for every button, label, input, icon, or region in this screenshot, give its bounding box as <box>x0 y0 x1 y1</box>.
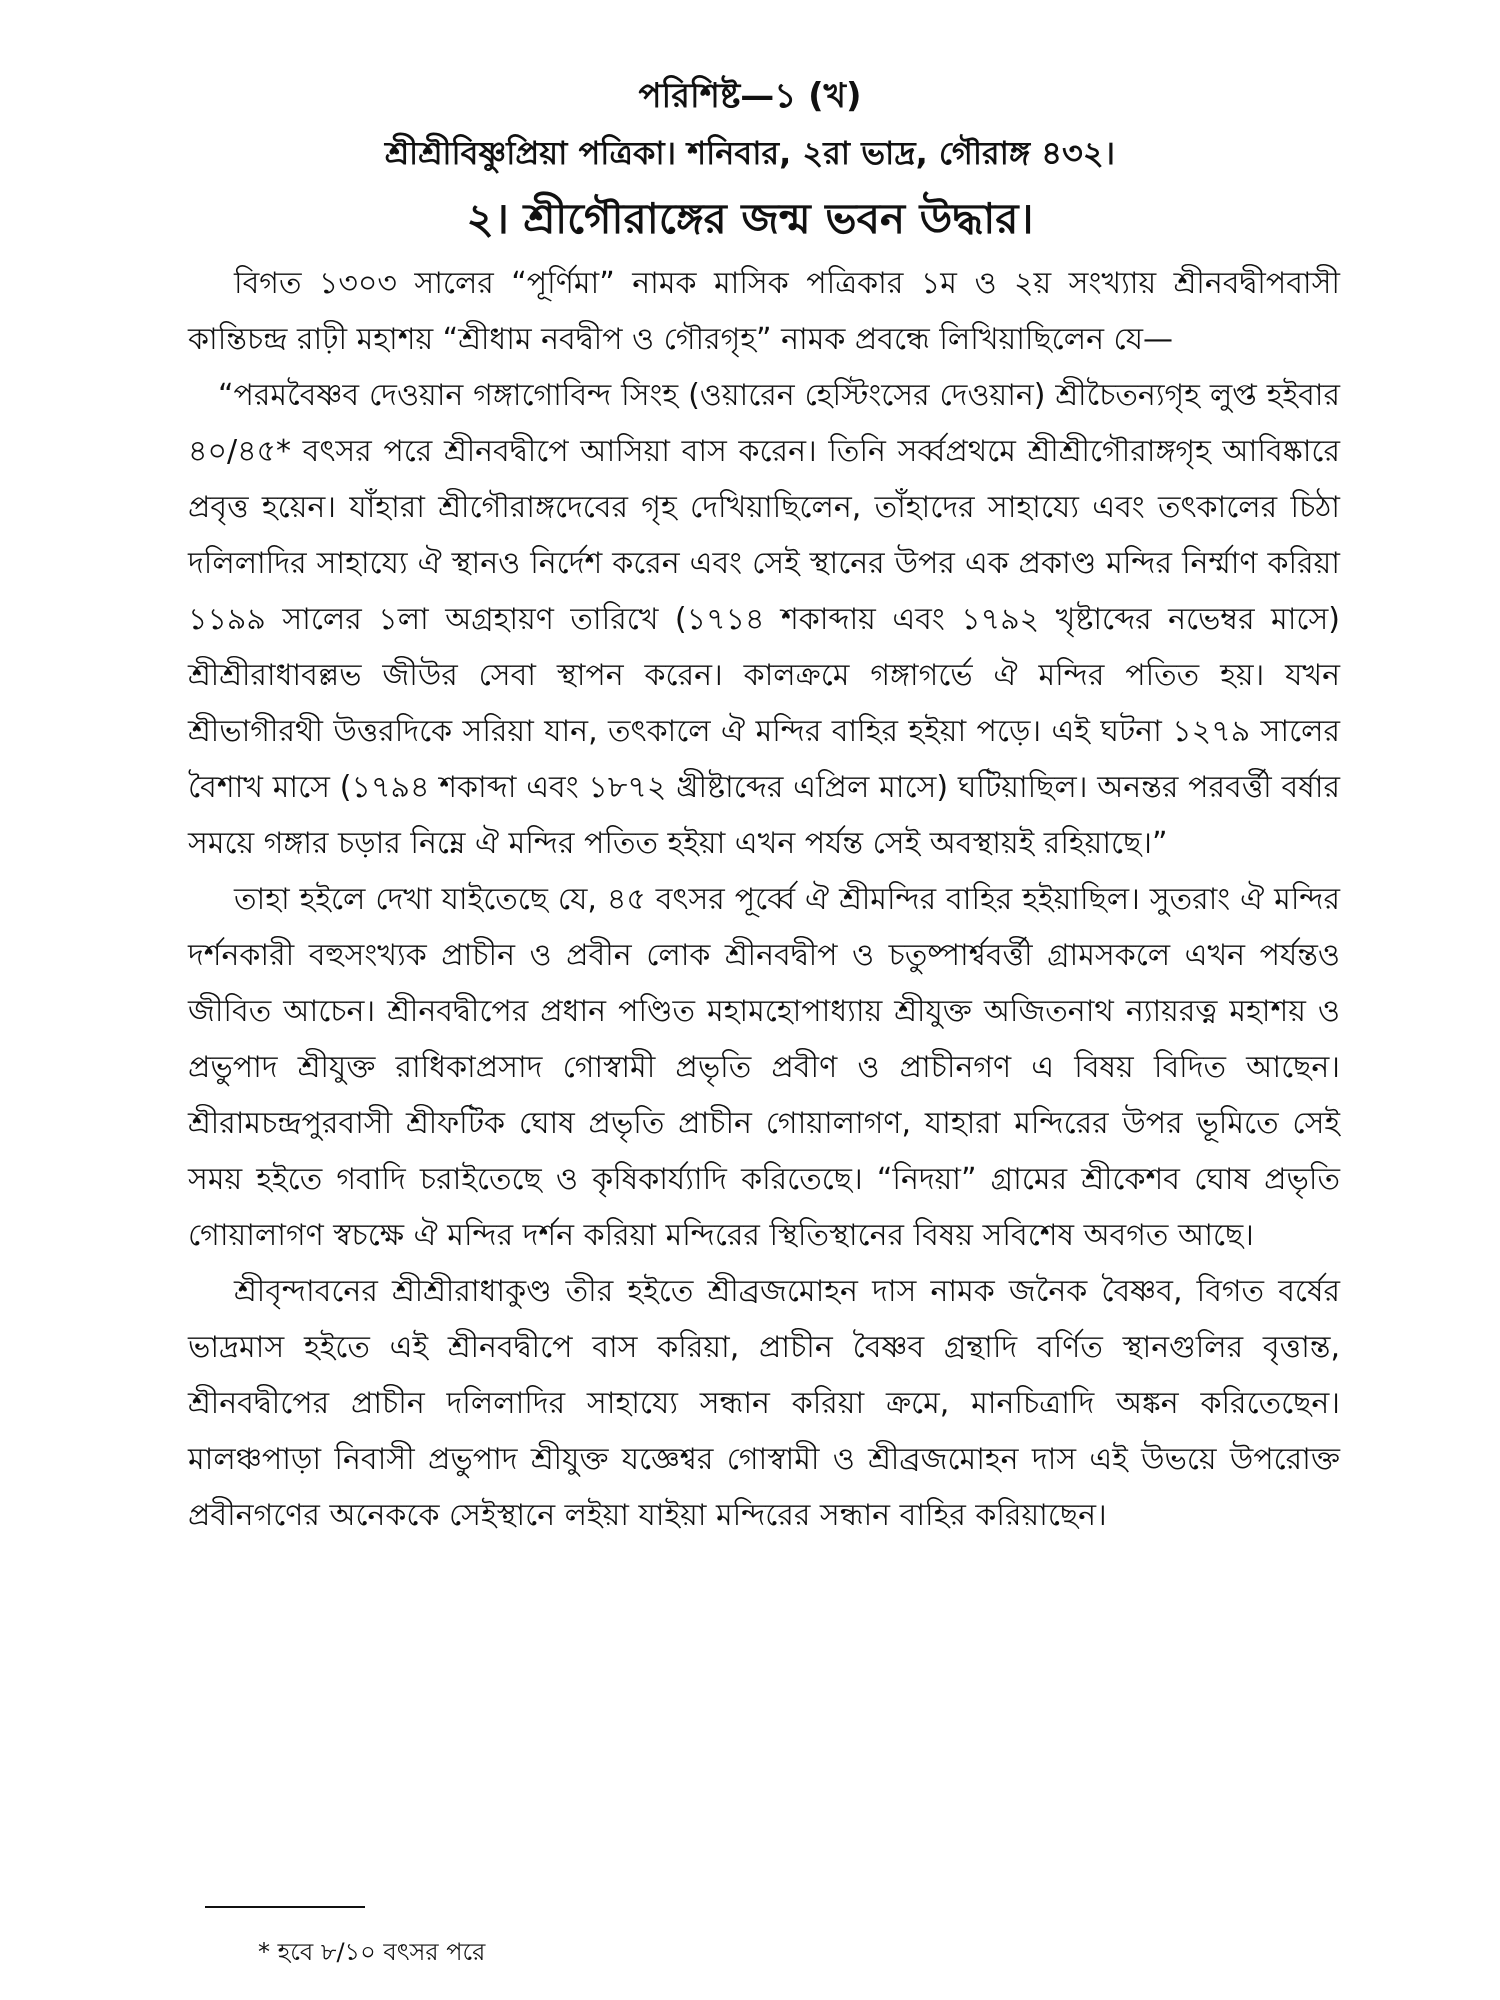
footnote: * হবে ৮/১০ বৎসর পরে <box>258 1938 486 1966</box>
article-body <box>188 256 1340 1544</box>
footnote-divider <box>205 1906 365 1908</box>
paragraph-research: শ্রীবৃন্দাবনের শ্রীশ্রীরাধাকুণ্ড তীর হইতে শ্রীব্রজমোহন দাস নামক জনৈক বৈষ্ণব, বিগত বর্ষের ভাদ্রমাস হইতে এই শ্রীনবদ্বীপে বাস করিয়া, প্রাচীন বৈষ্ণব গ্রন্থাদি বর্ণিত স্থানগুলির বৃত্তান্ত, শ্রীনবদ্বীপের প্রাচীন দলিলাদির সাহায্যে সন্ধান করিয়া ক্রমে, মানচিত্রাদি অঙ্কন করিতেছেন। মালঞ্চপাড়া নিবাসী প্রভুপাদ শ্রীযুক্ত যজ্ঞেশ্বর গোস্বামী ও শ্রীব্রজমোহন দাস এই উভয়ে উপরোক্ত প্রবীনগণের অনেককে সেইস্থানে লইয়া যাইয়া মন্দিরের সন্ধান বাহির করিয়াছেন। <box>188 1274 1340 1533</box>
paragraph-intro: বিগত ১৩০৩ সালের “পূর্ণিমা” নামক মাসিক পত্রিকার ১ম ও ২য় সংখ্যায় শ্রীনবদ্বীপবাসী কান্তিচন্দ্র রাঢ়ী মহাশয় “শ্রীধাম নবদ্বীপ ও গৌরগৃহ” নামক প্রবন্ধে লিখিয়াছিলেন যে— <box>188 266 1340 357</box>
paragraph-quote: “পরমবৈষ্ণব দেওয়ান গঙ্গাগোবিন্দ সিংহ (ওয়ারেন হেস্টিংসের দেওয়ান) শ্রীচৈতন্যগৃহ লুপ্ত হইবার ৪০/৪৫* বৎসর পরে শ্রীনবদ্বীপে আসিয়া বাস করেন। তিনি সর্ব্বপ্রথমে শ্রীশ্রীগৌরাঙ্গগৃহ আবিষ্কারে প্রবৃত্ত হয়েন। যাঁহারা শ্রীগৌরাঙ্গদেবের গৃহ দেখিয়াছিলেন, তাঁহাদের সাহায্যে এবং তৎকালের চিঠা দলিলাদির সাহায্যে ঐ স্থানও নির্দেশ করেন এবং সেই স্থানের উপর এক প্রকাণ্ড মন্দির নির্ম্মাণ করিয়া ১১৯৯ সালের ১লা অগ্রহায়ণ তারিখে (১৭১৪ শকাব্দায় এবং ১৭৯২ খৃষ্টাব্দের নভেম্বর মাসে) শ্রীশ্রীরাধাবল্লভ জীউর সেবা স্থাপন করেন। কালক্রমে গঙ্গাগর্ভে ঐ মন্দির পতিত হয়। যখন শ্রীভাগীরথী উত্তরদিকে সরিয়া যান, তৎকালে ঐ মন্দির বাহির হইয়া পড়ে। এই ঘটনা ১২৭৯ সালের বৈশাখ মাসে (১৭৯৪ শকাব্দা এবং ১৮৭২ খ্রীষ্টাব্দের এপ্রিল মাসে) ঘটিয়াছিল। অনন্তর পরবর্ত্তী বর্ষার সময়ে গঙ্গার চড়ার নিম্নে ঐ মন্দির পতিত হইয়া এখন পর্যন্ত সেই অবস্থায়ই রহিয়াছে।” <box>188 378 1340 861</box>
paragraph-witnesses: তাহা হইলে দেখা যাইতেছে যে, ৪৫ বৎসর পূর্ব্বে ঐ শ্রীমন্দির বাহির হইয়াছিল। সুতরাং ঐ মন্দির দর্শনকারী বহুসংখ্যক প্রাচীন ও প্রবীন লোক শ্রীনবদ্বীপ ও চতুষ্পার্শ্ববর্ত্তী গ্রামসকলে এখন পর্যন্তও জীবিত আচেন। শ্রীনবদ্বীপের প্রধান পণ্ডিত মহামহোপাধ্যায় শ্রীযুক্ত অজিতনাথ ন্যায়রত্ন মহাশয় ও প্রভুপাদ শ্রীযুক্ত রাধিকাপ্রসাদ গোস্বামী প্রভৃতি প্রবীণ ও প্রাচীনগণ এ বিষয় বিদিত আছেন। শ্রীরামচন্দ্রপুরবাসী শ্রীফটিক ঘোষ প্রভৃতি প্রাচীন গোয়ালাগণ, যাহারা মন্দিরের উপর ভূমিতে সেই সময় হইতে গবাদি চরাইতেছে ও কৃষিকার্য্যাদি করিতেছে। “নিদয়া” গ্রামের শ্রীকেশব ঘোষ প্রভৃতি গোয়ালাগণ স্বচক্ষে ঐ মন্দির দর্শন করিয়া মন্দিরের স্থিতিস্থানের বিষয় সবিশেষ অবগত আছে। <box>188 882 1340 1253</box>
appendix-label: পরিশিষ্ট—১ (খ) <box>638 76 862 116</box>
publication-line: শ্রীশ্রীবিষ্ণুপ্রিয়া পত্রিকা। শনিবার, ২রা ভাদ্র, গৌরাঙ্গ ৪৩২। <box>384 134 1116 172</box>
article-title: ২। শ্রীগৌরাঙ্গের জন্ম ভবন উদ্ধার। <box>466 194 1034 243</box>
